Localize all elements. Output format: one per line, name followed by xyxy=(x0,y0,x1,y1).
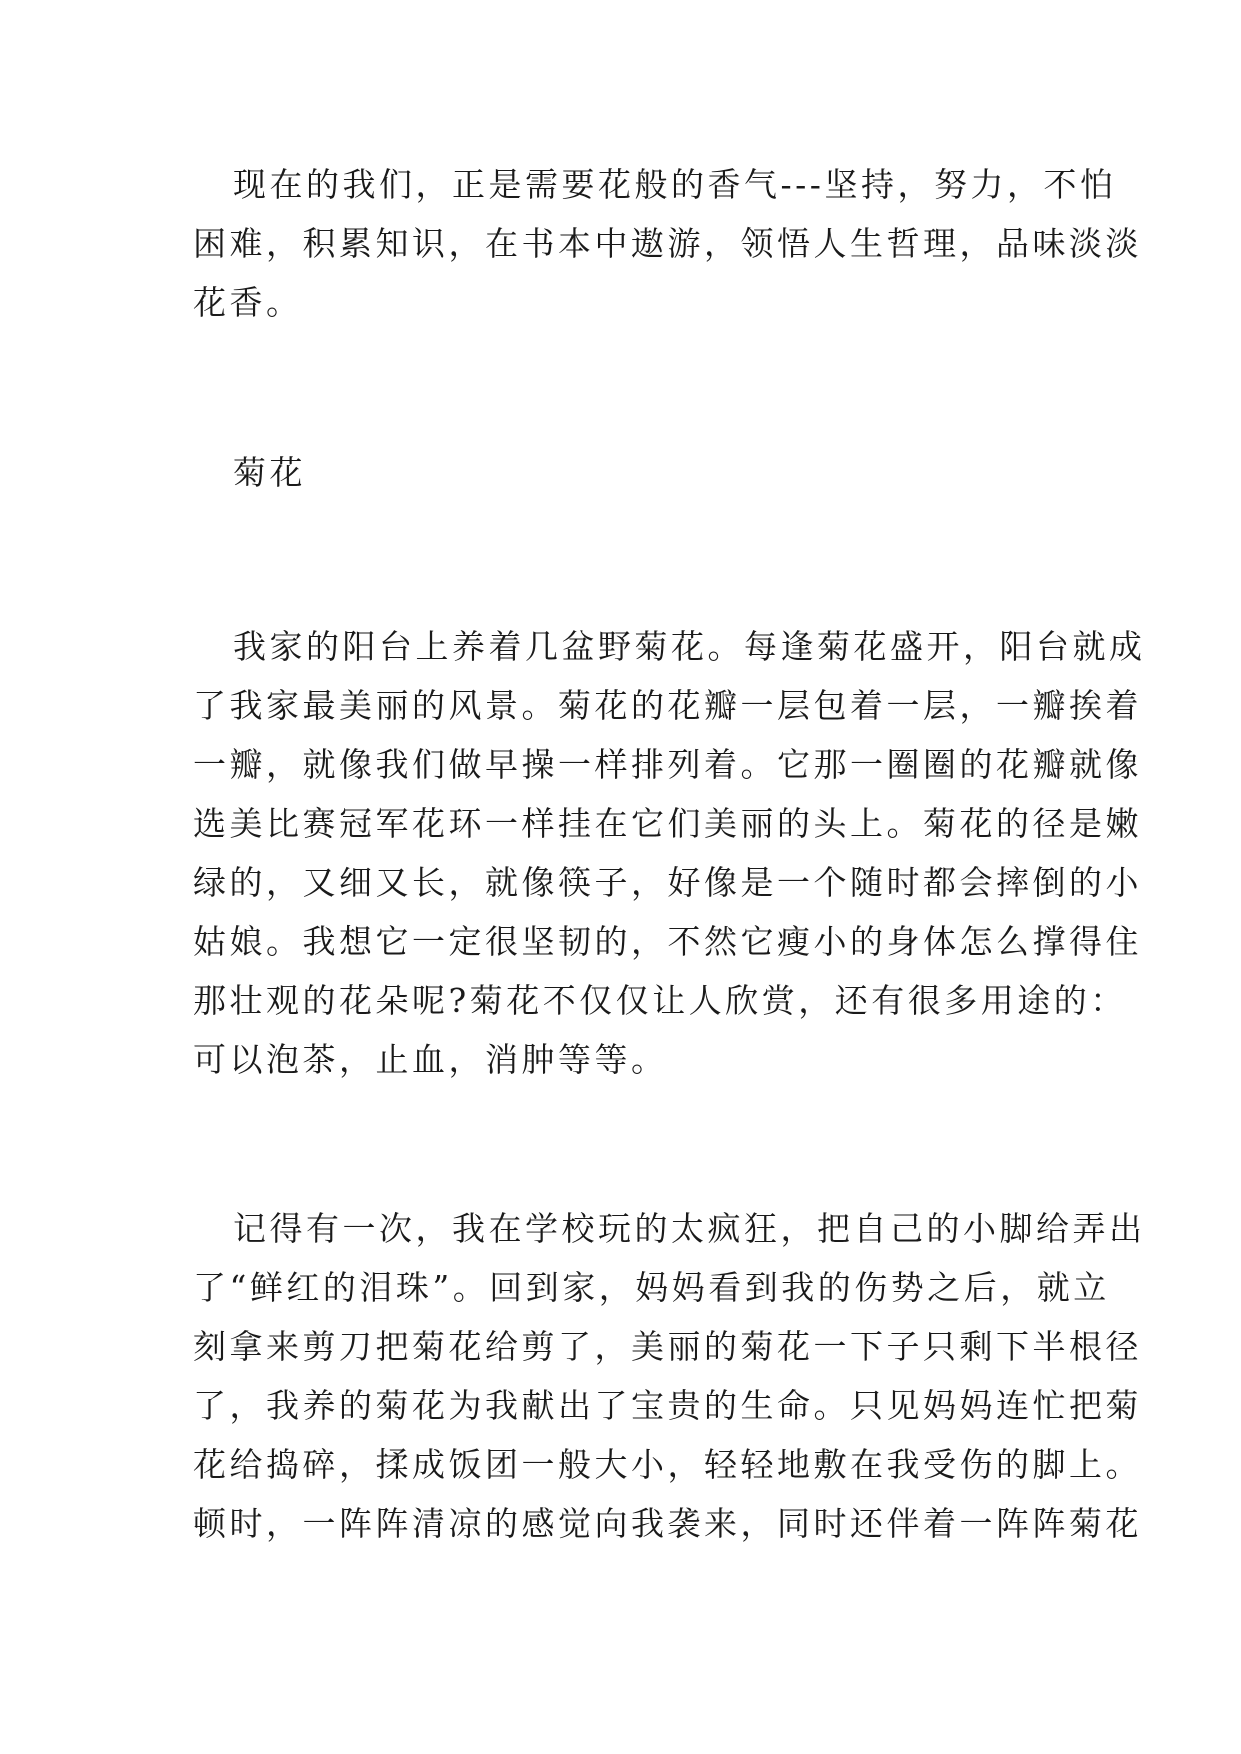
section-heading xyxy=(193,443,1063,502)
paragraph-line: 顿时，一阵阵清凉的感觉向我袭来，同时还伴着一阵阵菊花 xyxy=(193,1504,1142,1543)
paragraph-line: 一瓣，就像我们做早操一样排列着。它那一圈圈的花瓣就像 xyxy=(193,745,1142,784)
paragraph-line: 困难，积累知识，在书本中遨游，领悟人生哲理，品味淡淡 xyxy=(193,224,1142,263)
paragraph-line: 刻拿来剪刀把菊花给剪了，美丽的菊花一下子只剩下半根径 xyxy=(193,1327,1142,1366)
paragraph-line: 选美比赛冠军花环一样挂在它们美丽的头上。菊花的径是嫩 xyxy=(193,804,1142,843)
paragraph-line: 了“鲜红的泪珠”。回到家，妈妈看到我的伤势之后，就立 xyxy=(193,1268,1110,1307)
paragraph-line: 那壮观的花朵呢?菊花不仅仅让人欣赏，还有很多用途的： xyxy=(193,981,1127,1020)
paragraph-line: 记得有一次，我在学校玩的太疯狂，把自己的小脚给弄出 xyxy=(233,1209,1146,1248)
heading-text: 菊花 xyxy=(233,453,306,492)
paragraph-line: 绿的，又细又长，就像筷子，好像是一个随时都会摔倒的小 xyxy=(193,863,1142,902)
paragraph-line: 现在的我们，正是需要花般的香气---坚持，努力，不怕 xyxy=(233,165,1117,204)
paragraph-line: 了，我养的菊花为我献出了宝贵的生命。只见妈妈连忙把菊 xyxy=(193,1386,1142,1425)
paragraph-line: 我家的阳台上养着几盆野菊花。每逢菊花盛开，阳台就成 xyxy=(233,627,1146,666)
paragraph-line: 可以泡茶，止血，消肿等等。 xyxy=(193,1040,668,1079)
paragraph-line: 花给捣碎，揉成饭团一般大小，轻轻地敷在我受伤的脚上。 xyxy=(193,1445,1142,1484)
paragraph-2 xyxy=(193,617,1146,1089)
paragraph-1 xyxy=(193,155,1142,332)
paragraph-3 xyxy=(193,1199,1146,1553)
paragraph-line: 了我家最美丽的风景。菊花的花瓣一层包着一层，一瓣挨着 xyxy=(193,686,1142,725)
paragraph-line: 花香。 xyxy=(193,283,303,322)
paragraph-line: 姑娘。我想它一定很坚韧的，不然它瘦小的身体怎么撑得住 xyxy=(193,922,1142,961)
